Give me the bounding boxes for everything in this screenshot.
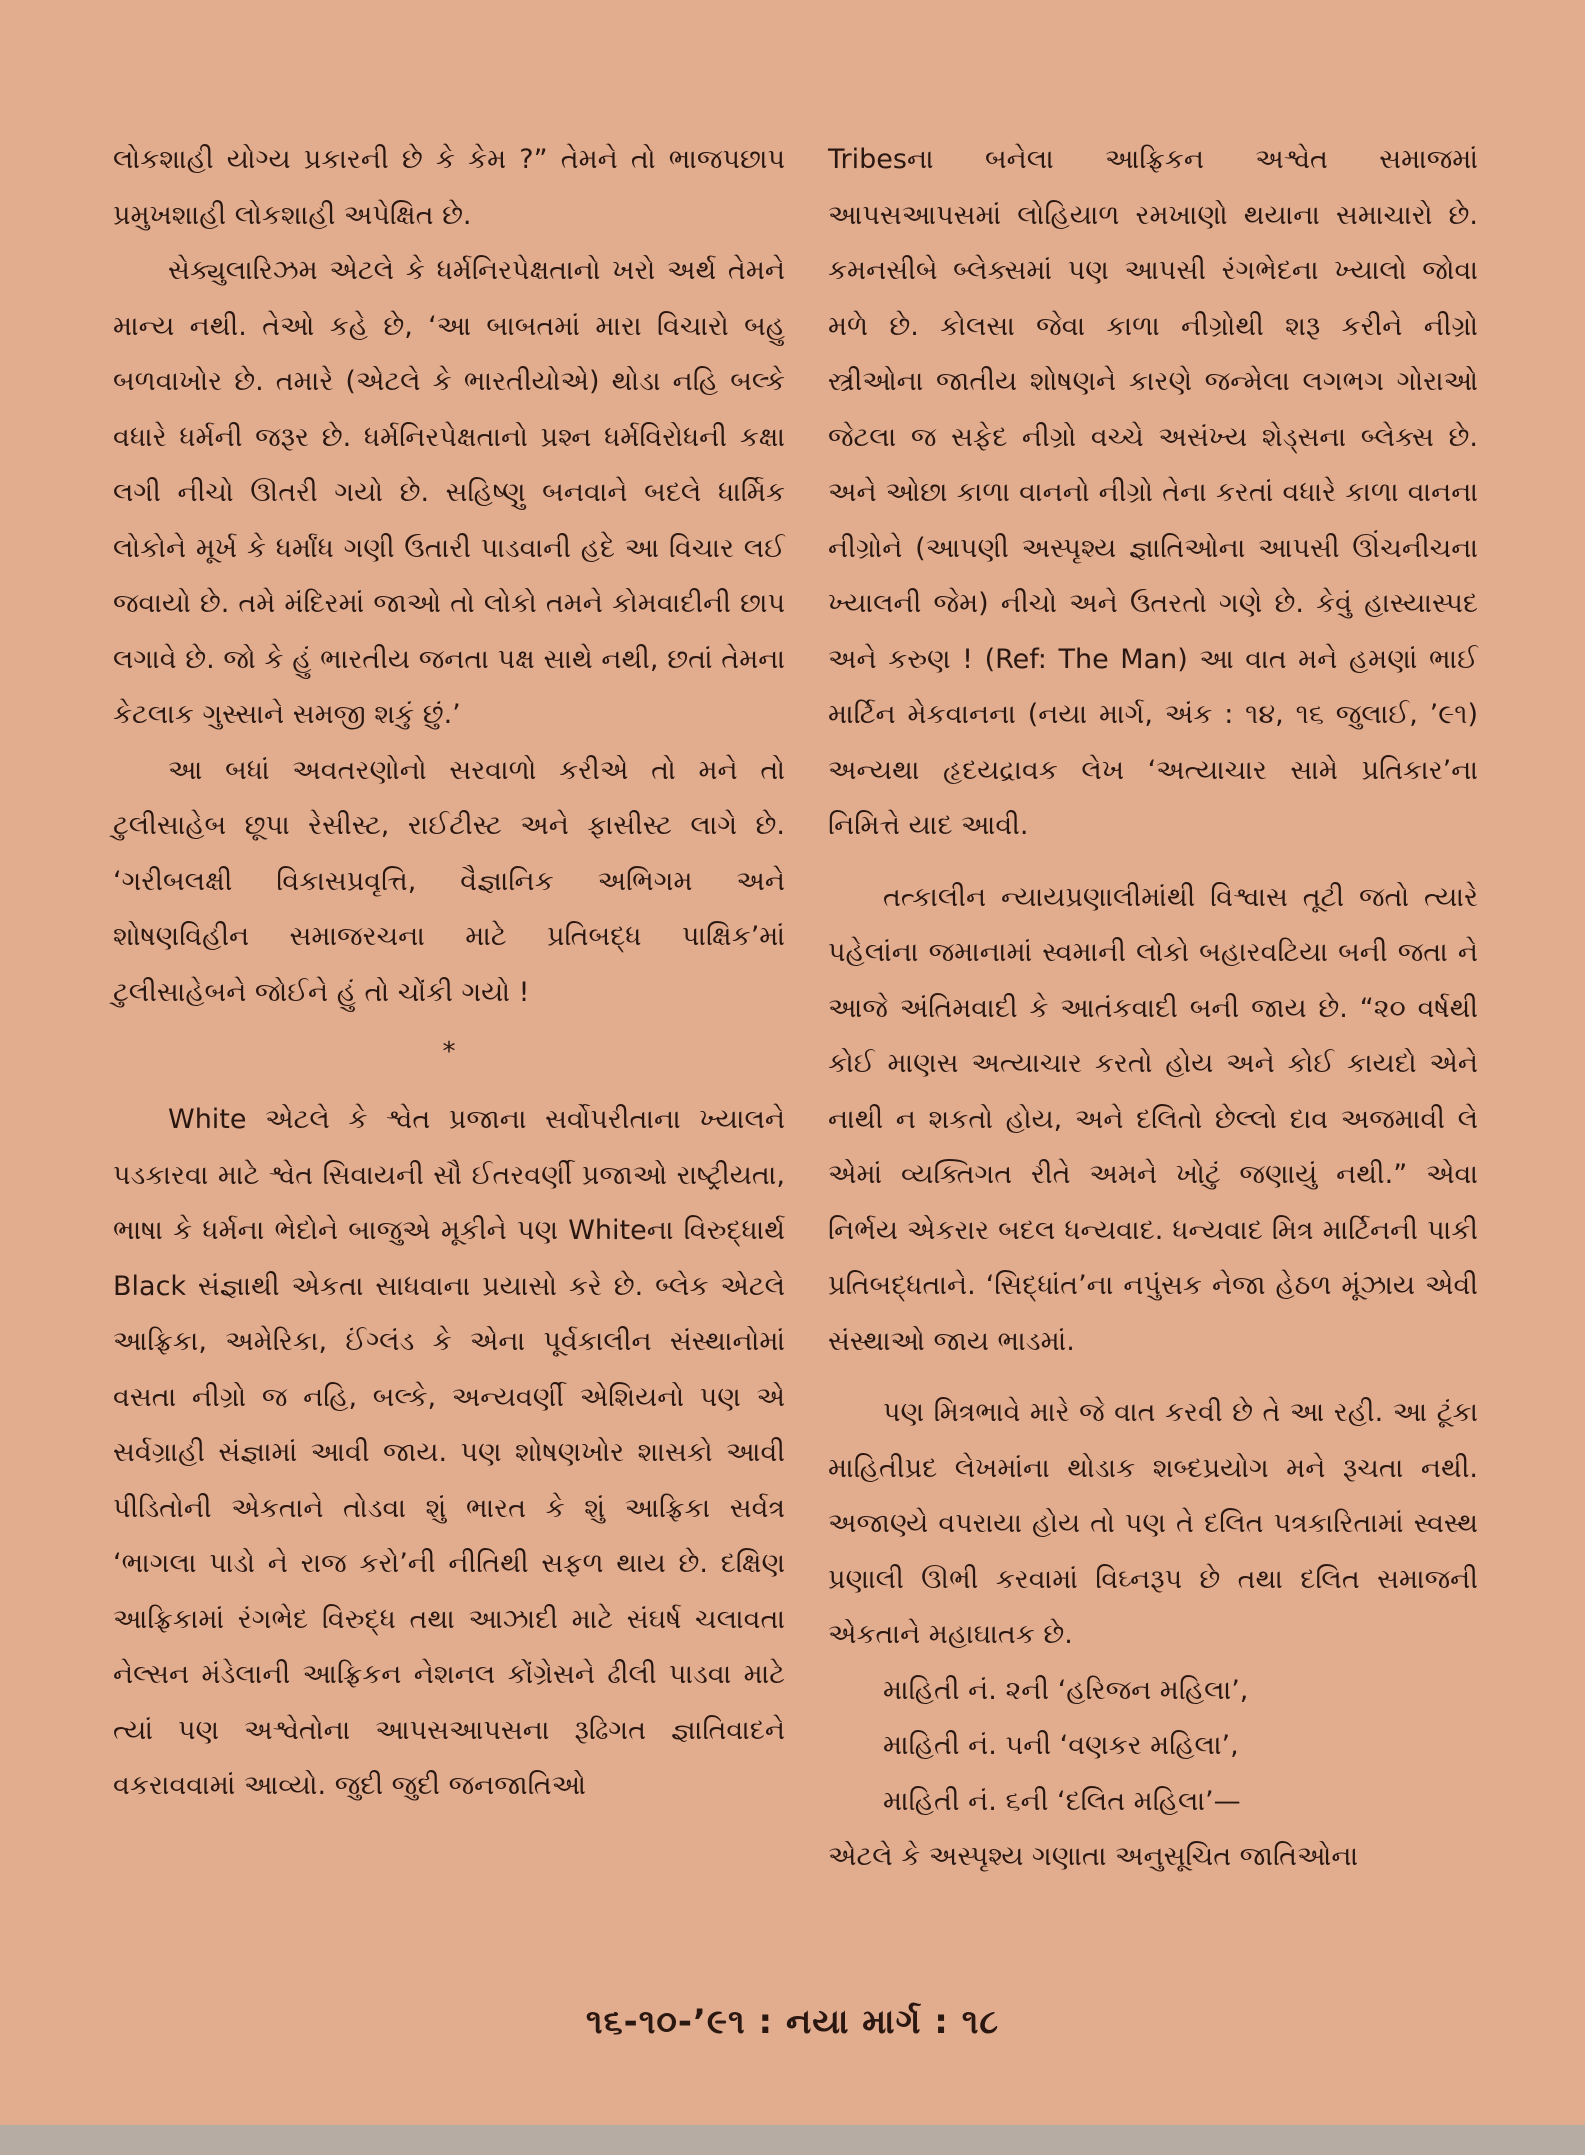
left-paragraph-3: આ બધાં અવતરણોનો સરવાળો કરીએ તો મને તો ટુલીસાહેબ છૂપા રેસીસ્ટ, રાઈટીસ્ટ અને ફાસીસ્ટ લાગે છે. ‘ગરીબલક્ષી વિકાસપ્રવૃત્તિ, વૈજ્ઞાનિક અભિગમ અને શોષણવિહીન સમાજરચના માટે પ્રતિબદ્ધ પાક્ષિક’માં ટુલીસાહેબને જોઈને હું તો ચોંકી ગયો !: [113, 754, 785, 1008]
scan-bottom-edge: [0, 2125, 1585, 2155]
info-list: [828, 1663, 1478, 1830]
right-closing-line: એટલે કે અસ્પૃશ્ય ગણાતા અનુસૂચિત જાતિઓના: [828, 1841, 1359, 1872]
right-paragraph-1: Tribesના બનેલા આફ્રિકન અશ્વેત સમાજમાં આપસઆપસમાં લોહિયાળ રમખાણો થયાના સમાચારો છે. કમનસીબે બ્લેક્સમાં પણ આપસી રંગભેદના ખ્યાલો જોવા મળે છે. કોલસા જેવા કાળા નીગ્રોથી શરૂ કરીને નીગ્રો સ્ત્રીઓના જાતીય શોષણને કારણે જન્મેલા લગભગ ગોરાઓ જેટલા જ સફેદ નીગ્રો વચ્ચે અસંખ્ય શેડ્સના બ્લેક્સ છે. અને ઓછા કાળા વાનનો નીગ્રો તેના કરતાં વધારે કાળા વાનના નીગ્રોને (આપણી અસ્પૃશ્ય જ્ઞાતિઓના આપસી ઊંચનીચના ખ્યાલની જેમ) નીચો અને ઉતરતો ગણે છે. કેવું હાસ્યાસ્પદ અને કરુણ ! (Ref: The Man) આ વાત મને હમણાં ભાઈ માર્ટિન મેકવાનના (નયા માર્ગ, અંક : ૧૪, ૧૬ જુલાઈ, ’૯૧) અન્યથા હૃદયદ્રાવક લેખ ‘અત્યાચાર સામે પ્રતિકાર’ના નિમિત્તે યાદ આવી.: [828, 144, 1478, 841]
info-list-item: માહિતી નં. ૨ની ‘હરિજન મહિલા’,: [883, 1674, 1249, 1706]
left-paragraph-1: લોકશાહી યોગ્ય પ્રકારની છે કે કેમ ?” તેમને તો ભાજપછાપ પ્રમુખશાહી લોકશાહી અપેક્ષિત છે.: [113, 144, 785, 231]
left-column: [113, 132, 785, 1814]
page-footer: ૧૬-૧૦-’૯૧ : નયા માર્ગ : ૧૮: [585, 2002, 1000, 2042]
left-paragraph-4: White એટલે કે શ્વેત પ્રજાના સર્વોપરીતાના ખ્યાલને પડકારવા માટે શ્વેત સિવાયની સૌ ઈતરવર્ણી પ્રજાઓ રાષ્ટ્રીયતા, ભાષા કે ધર્મના ભેદોને બાજુએ મૂકીને પણ Whiteના વિરુદ્ધાર્થ Black સંજ્ઞાથી એકતા સાધવાના પ્રયાસો કરે છે. બ્લેક એટલે આફ્રિકા, અમેરિકા, ઈંગ્લંડ કે એના પૂર્વકાલીન સંસ્થાનોમાં વસતા નીગ્રો જ નહિ, બલ્કે, અન્યવર્ણી એશિયનો પણ એ સર્વગ્રાહી સંજ્ઞામાં આવી જાય. પણ શોષણખોર શાસકો આવી પીડિતોની એકતાને તોડવા શું ભારત કે શું આફ્રિકા સર્વત્ર ‘ભાગલા પાડો ને રાજ કરો’ની નીતિથી સફળ થાય છે. દક્ષિણ આફ્રિકામાં રંગભેદ વિરુદ્ધ તથા આઝાદી માટે સંઘર્ષ ચલાવતા નેલ્સન મંડેલાની આફ્રિકન નેશનલ કોંગ્રેસને ઢીલી પાડવા માટે ત્યાં પણ અશ્વેતોના આપસઆપસના રૂઢિગત જ્ઞાતિવાદને વકરાવવામાં આવ્યો. જુદી જુદી જનજાતિઓ: [113, 1104, 785, 1801]
info-list-item: માહિતી નં. ૫ની ‘વણકર મહિલા’,: [883, 1730, 1239, 1761]
info-list-item: માહિતી નં. ૬ની ‘દલિત મહિલા’—: [883, 1785, 1241, 1817]
right-paragraph-3: પણ મિત્રભાવે મારે જે વાત કરવી છે તે આ રહી. આ ટૂંકા માહિતીપ્રદ લેખમાંના થોડાક શબ્દપ્રયોગ મને રૂચતા નથી. અજાણ્યે વપરાયા હોય તો પણ તે દલિત પત્રકારિતામાં સ્વસ્થ પ્રણાલી ઊભી કરવામાં વિઘ્નરૂપ છે તથા દલિત સમાજની એકતાને મહાઘાતક છે.: [828, 1397, 1478, 1650]
section-separator: *: [442, 1037, 456, 1067]
left-paragraph-2: સેક્યુલારિઝમ એટલે કે ધર્મનિરપેક્ષતાનો ખરો અર્થ તેમને માન્ય નથી. તેઓ કહે છે, ‘આ બાબતમાં મારા વિચારો બહુ બળવાખોર છે. તમારે (એટલે કે ભારતીયોએ) થોડા નહિ બલ્કે વધારે ધર્મની જરૂર છે. ધર્મનિરપેક્ષતાનો પ્રશ્ન ધર્મવિરોધની કક્ષા લગી નીચો ઊતરી ગયો છે. સહિષ્ણુ બનવાને બદલે ધાર્મિક લોકોને મૂર્ખ કે ધર્માંધ ગણી ઉતારી પાડવાની હદે આ વિચાર લઈ જવાયો છે. તમે મંદિરમાં જાઓ તો લોકો તમને કોમવાદીની છાપ લગાવે છે. જો કે હું ભારતીય જનતા પક્ષ સાથે નથી, છતાં તેમના કેટલાક ગુસ્સાને સમજી શકું છું.’: [113, 255, 785, 730]
right-paragraph-2: તત્કાલીન ન્યાયપ્રણાલીમાંથી વિશ્વાસ તૂટી જતો ત્યારે પહેલાંના જમાનામાં સ્વમાની લોકો બહારવટિયા બની જતા ને આજે અંતિમવાદી કે આતંકવાદી બની જાય છે. “૨૦ વર્ષથી કોઈ માણસ અત્યાચાર કરતો હોય અને કોઈ કાયદો એને નાથી ન શકતો હોય, અને દલિતો છેલ્લો દાવ અજમાવી લે એમાં વ્યક્તિગત રીતે અમને ખોટું જણાયું નથી.” એવા નિર્ભય એકરાર બદલ ધન્યવાદ. ધન્યવાદ મિત્ર માર્ટિનની પાકી પ્રતિબદ્ધતાને. ‘સિદ્ધાંત’ના નપુંસક નેજા હેઠળ મૂંઝાય એવી સંસ્થાઓ જાય ભાડમાં.: [828, 881, 1478, 1357]
right-column: [828, 132, 1478, 1885]
